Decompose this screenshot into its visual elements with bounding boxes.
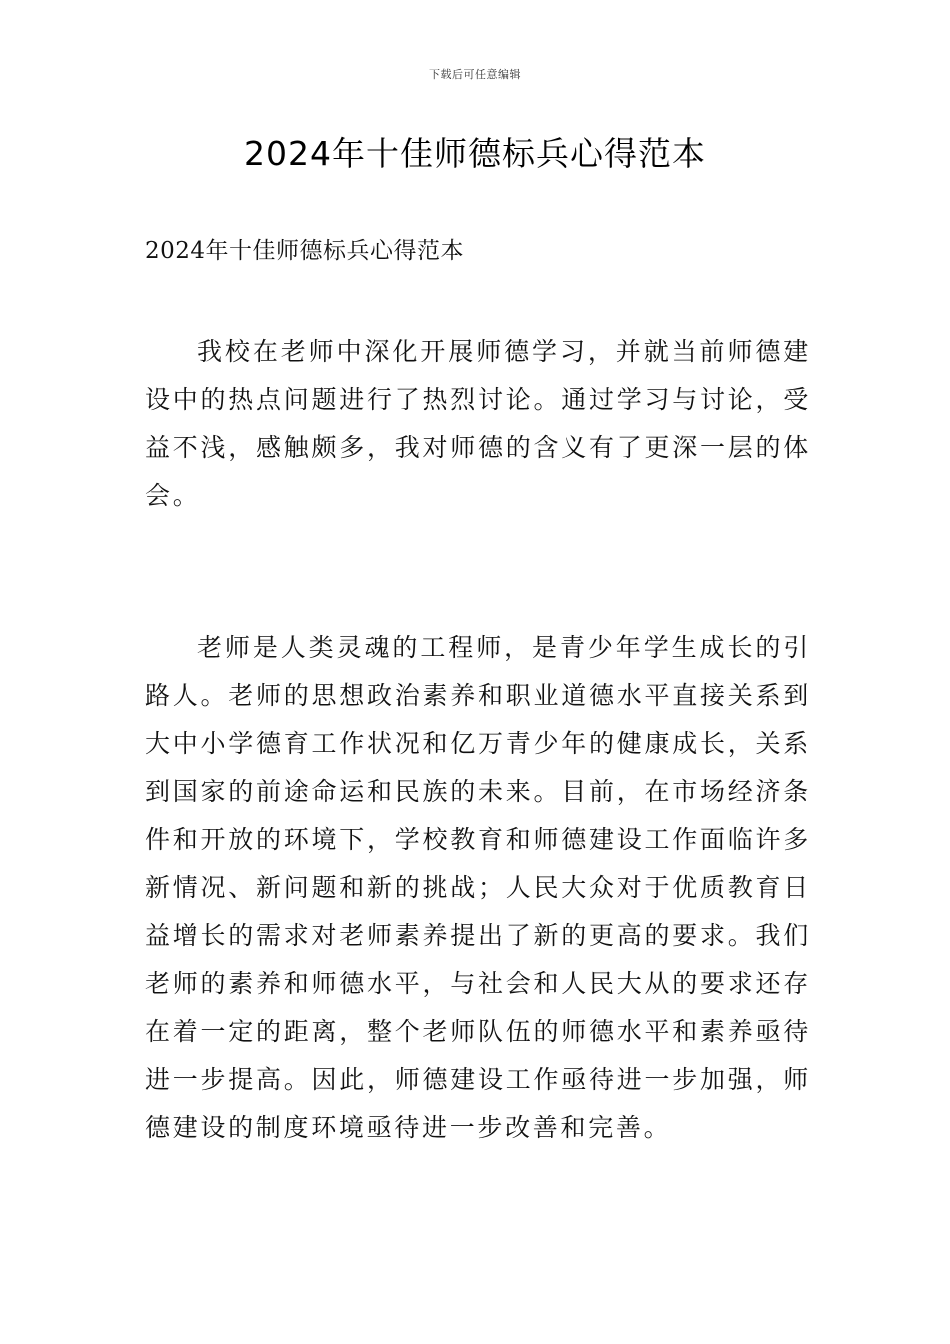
paragraph-2: 老师是人类灵魂的工程师，是青少年学生成长的引路人。老师的思想政治素养和职业道德水平直接关系到大中小学德育工作状况和亿万青少年的健康成长，关系到国家的前途命运和民族的未来。目前，在市场经济条件和开放的环境下，学校教育和师德建设工作面临许多新情况、新问题和新的挑战；人民大众对于优质教育日益增长的需求对老师素养提出了新的更高的要求。我们老师的素养和师德水平，与社会和人民大从的要求还存在着一定的距离，整个老师队伍的师德水平和素养亟待进一步提高。因此，师德建设工作亟待进一步加强，师德建设的制度环境亟待进一步改善和完善。: [145, 633, 811, 1142]
document-subtitle: 2024年十佳师德标兵心得范本: [145, 238, 465, 264]
paragraph-1: 我校在老师中深化开展师德学习，并就当前师德建设中的热点问题进行了热烈讨论。通过学习与讨论，受益不浅，感触颇多，我对师德的含义有了更深一层的体会。: [145, 337, 811, 510]
header-note: 下载后可任意编辑: [429, 68, 521, 81]
document-title: 2024年十佳师德标兵心得范本: [244, 134, 706, 173]
